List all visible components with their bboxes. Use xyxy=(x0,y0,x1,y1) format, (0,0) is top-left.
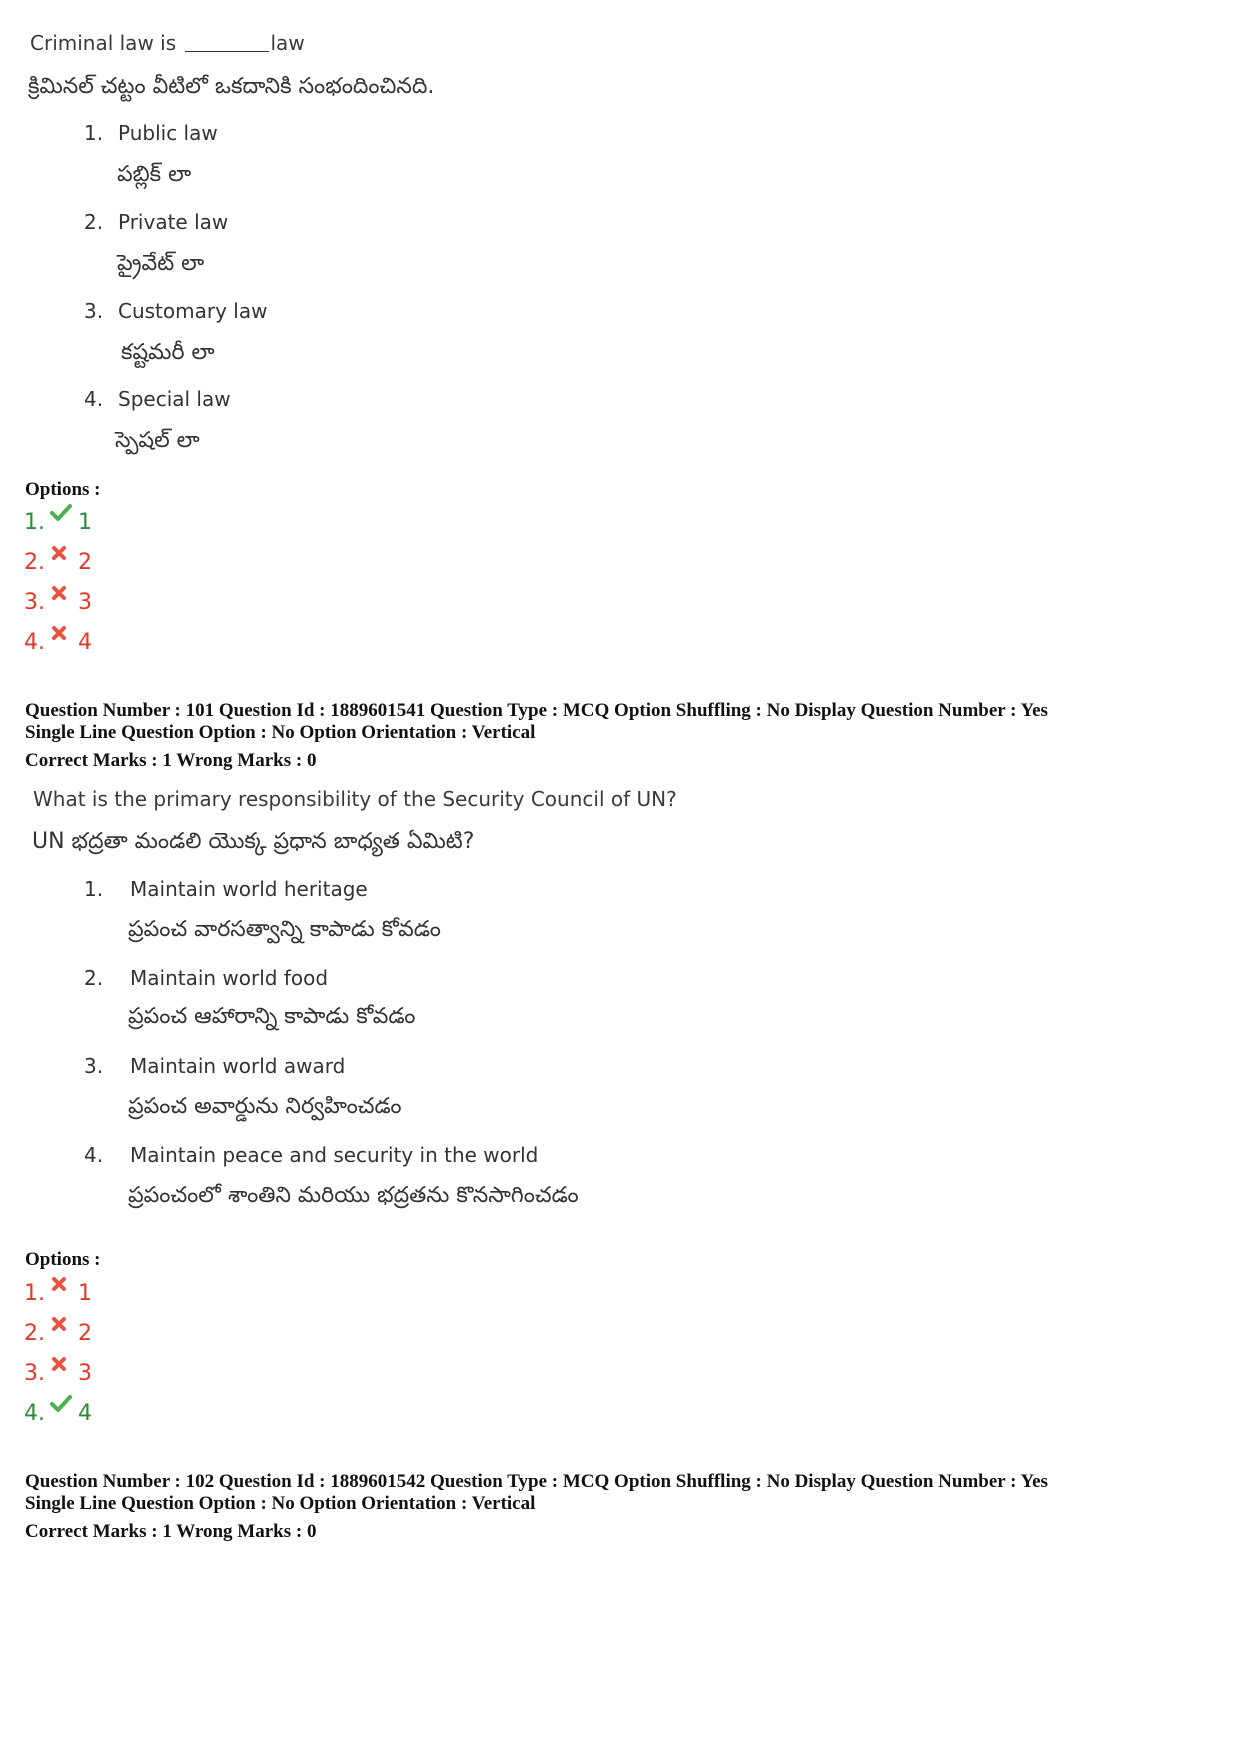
choice-label-en: Public law xyxy=(118,121,218,145)
choice-item xyxy=(84,1143,538,1167)
check-icon xyxy=(50,504,76,526)
option-value: 4 xyxy=(78,1401,92,1426)
choice-number: 3. xyxy=(84,299,104,323)
choice-label-te: ప్రైవేట్ లా xyxy=(117,251,205,276)
choice-number: 3. xyxy=(84,1054,104,1078)
question-meta-line: Single Line Question Option : No Option Orientation : Vertical xyxy=(25,722,536,743)
answer-option xyxy=(24,1403,92,1425)
choice-label-en: Private law xyxy=(118,210,229,234)
choice-label-te: ప్రపంచ అవార్డును నిర్వహించడం xyxy=(128,1094,402,1119)
question-100-text-te xyxy=(28,74,434,104)
option-number: 2. xyxy=(24,1321,45,1346)
choice-label-en: Special law xyxy=(118,387,231,411)
choice-number: 1. xyxy=(84,121,104,145)
cross-icon xyxy=(50,1315,76,1337)
choice-number: 1. xyxy=(84,877,104,901)
choice-label-en: Maintain world food xyxy=(130,966,329,990)
choice-item xyxy=(84,877,368,901)
choice-label-en: Maintain world award xyxy=(130,1054,346,1078)
choice-item xyxy=(84,299,267,323)
option-number: 4. xyxy=(24,1401,45,1426)
question-101-text-en: What is the primary responsibility of the Security Council of UN? xyxy=(33,787,677,811)
choice-label-en: Customary law xyxy=(118,299,268,323)
answer-option xyxy=(24,592,92,614)
option-value: 4 xyxy=(78,630,92,655)
answer-option xyxy=(24,1363,92,1385)
question-meta-line: Question Number : 102 Question Id : 1889601542 Question Type : MCQ Option Shuffling : No Display Question Number : Yes xyxy=(25,1471,1048,1492)
choice-label-te: పబ్లిక్ లా xyxy=(117,162,192,187)
option-number: 3. xyxy=(24,590,45,615)
choice-label-te: ప్రపంచ వారసత్వాన్ని కాపాడు కోవడం xyxy=(128,917,441,942)
question-100-text-en xyxy=(30,33,305,53)
choice-number: 2. xyxy=(84,966,104,990)
question-101-text-te: UN భద్రతా మండలి యొక్క ప్రధాన బాధ్యత ఏమిటి? xyxy=(32,829,475,854)
choice-number: 2. xyxy=(84,210,104,234)
check-icon xyxy=(50,1395,76,1417)
option-value: 3 xyxy=(78,1361,92,1386)
option-number: 1. xyxy=(24,510,45,535)
cross-icon xyxy=(50,1355,76,1377)
question-meta-line: Question Number : 101 Question Id : 1889601541 Question Type : MCQ Option Shuffling : No Display Question Number : Yes xyxy=(25,700,1048,721)
option-number: 2. xyxy=(24,550,45,575)
answer-option xyxy=(24,1323,92,1345)
answer-option xyxy=(24,1283,92,1305)
answer-option xyxy=(24,552,92,574)
choice-label-te: స్పెషల్ లా xyxy=(115,428,200,453)
option-value: 2 xyxy=(78,1321,92,1346)
question-marks-line: Correct Marks : 1 Wrong Marks : 0 xyxy=(25,750,317,771)
choice-label-te: కష్టమరీ లా xyxy=(121,340,215,365)
option-value: 1 xyxy=(78,1281,92,1306)
options-heading: Options : xyxy=(25,1249,101,1270)
option-number: 4. xyxy=(24,630,45,655)
question-text-part: వీటిలో ఒకదానికి సంభందించినది. xyxy=(152,74,435,99)
question-text-part: క్రిమినల్ చట్టం xyxy=(28,74,146,99)
cross-icon xyxy=(50,624,76,646)
question-text-part: law xyxy=(270,31,305,55)
question-meta-line: Single Line Question Option : No Option Orientation : Vertical xyxy=(25,1493,536,1514)
cross-icon xyxy=(50,1275,76,1297)
answer-option xyxy=(24,512,92,534)
choice-item xyxy=(84,966,328,990)
choice-item xyxy=(84,387,231,411)
cross-icon xyxy=(50,584,76,606)
choice-item xyxy=(84,121,218,145)
cross-icon xyxy=(50,544,76,566)
choice-item xyxy=(84,210,228,234)
choice-label-te: ప్రపంచంలో శాంతిని మరియు భద్రతను కొనసాగించడం xyxy=(128,1183,579,1208)
answer-blank xyxy=(185,51,269,52)
choice-label-en: Maintain peace and security in the world xyxy=(130,1143,539,1167)
choice-number: 4. xyxy=(84,1143,104,1167)
options-heading: Options : xyxy=(25,479,101,500)
option-value: 3 xyxy=(78,590,92,615)
answer-option xyxy=(24,632,92,654)
choice-number: 4. xyxy=(84,387,104,411)
option-value: 1 xyxy=(78,510,92,535)
option-number: 1. xyxy=(24,1281,45,1306)
question-text-part: Criminal law is xyxy=(30,31,177,55)
question-marks-line: Correct Marks : 1 Wrong Marks : 0 xyxy=(25,1521,317,1542)
option-number: 3. xyxy=(24,1361,45,1386)
choice-label-te: ప్రపంచ ఆహారాన్ని కాపాడు కోవడం xyxy=(128,1004,416,1029)
choice-label-en: Maintain world heritage xyxy=(130,877,368,901)
option-value: 2 xyxy=(78,550,92,575)
choice-item xyxy=(84,1054,345,1078)
